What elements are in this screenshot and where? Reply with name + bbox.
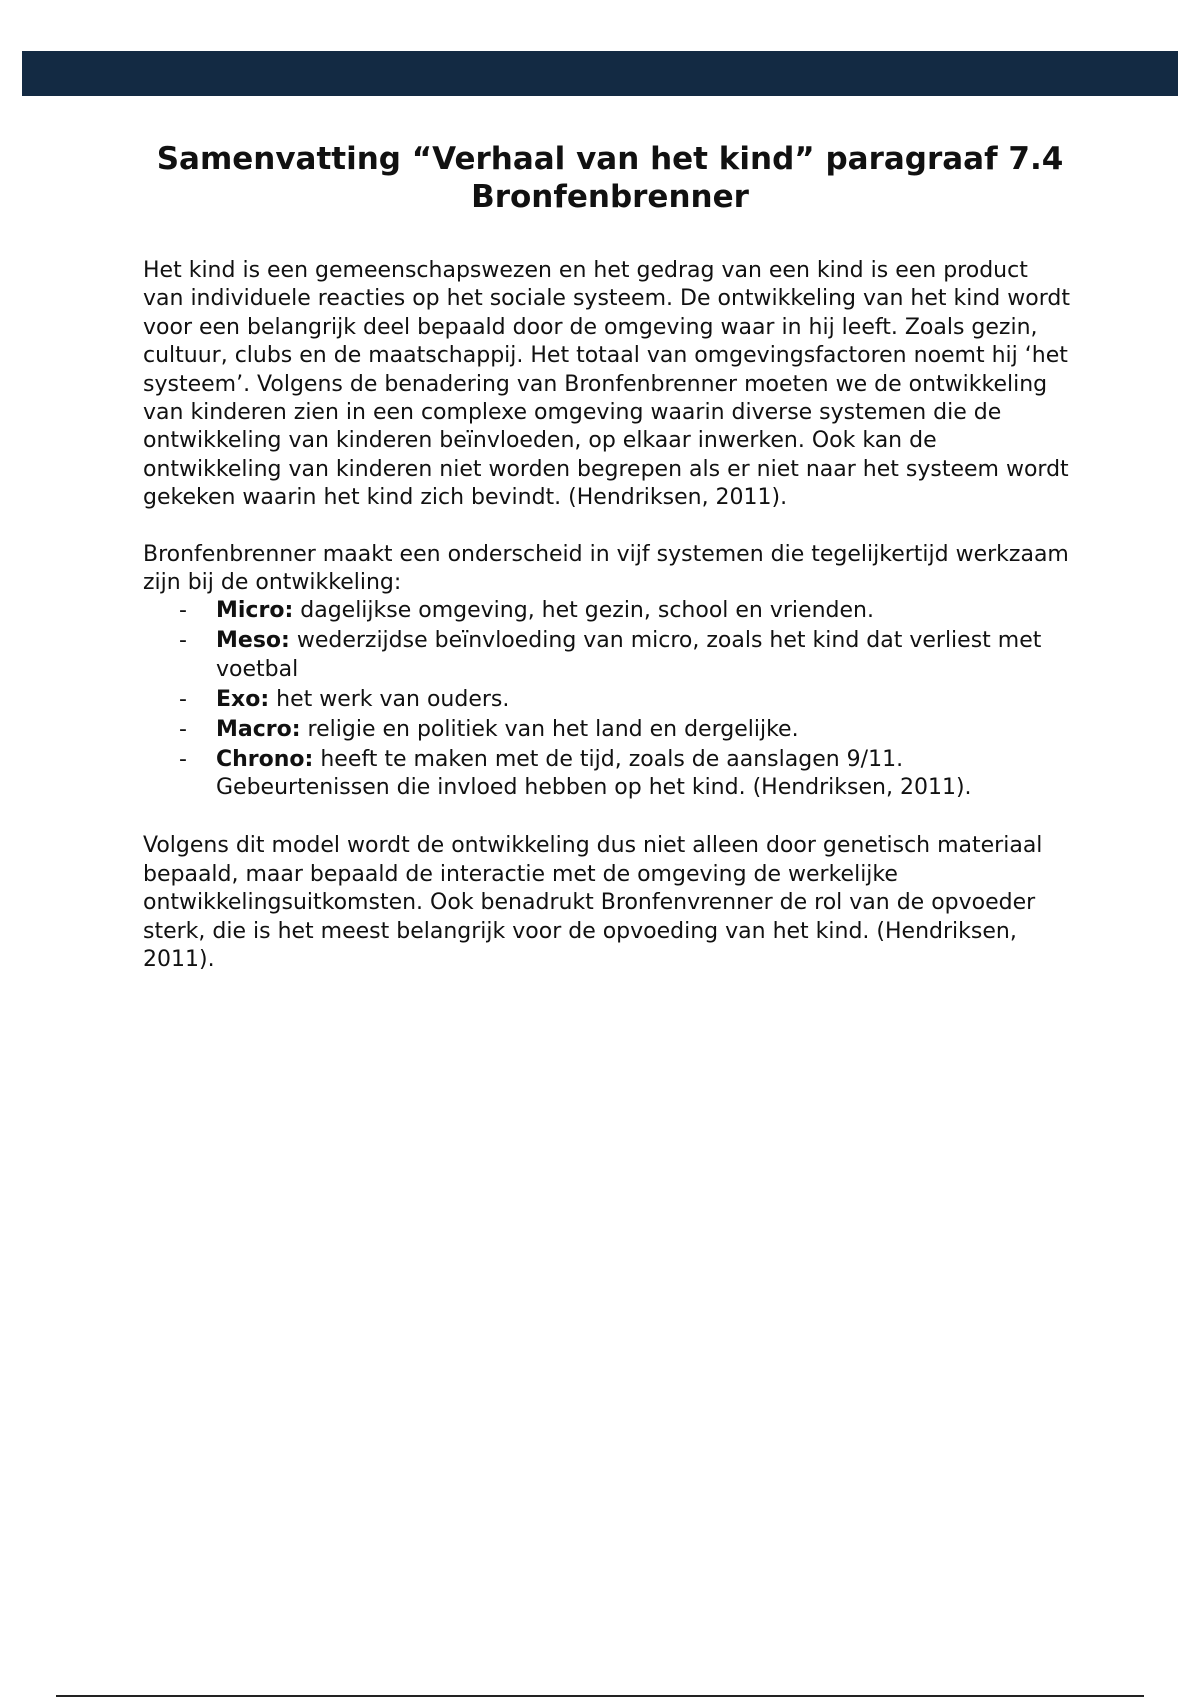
conclusion-paragraph: Volgens dit model wordt de ontwikkeling dus niet alleen door genetisch materiaal bepaald, maar bepaald de interactie met de omgeving de werkelijke ontwikkelingsuitkomsten. Ook benadrukt Bronfenvrenner de rol van de opvoeder sterk, die is het meest belangrijk voor de opvoeding van het kind. (Hendriksen, 2011). [143, 833, 1043, 972]
paragraph-spacer [143, 804, 1073, 832]
systems-intro: Bronfenbrenner maakt een onderscheid in vijf systemen die tegelijkertijd werkzaam zijn bij de ontwikkeling: [143, 541, 1069, 596]
system-description: religie en politiek van het land en dergelijke. [300, 716, 799, 742]
system-term: Micro: [216, 598, 294, 624]
page-title: Samenvatting “Verhaal van het kind” paragraaf 7.4 Bronfenbrenner [156, 141, 1064, 215]
header-bar [22, 51, 1178, 96]
list-item-micro [143, 597, 1073, 625]
intro-paragraph: Het kind is een gemeenschapswezen en het gedrag van een kind is een product van individuele reacties op het sociale systeem. De ontwikkeling van het kind wordt voor een belangrijk deel bepaald door de omgeving waar in hij leeft. Zoals gezin, cultuur, clubs en de maatschappij. Het totaal van omgevingsfactoren noemt hij ‘het systeem’. Volgens de benadering van Bronfenbrenner moeten we de ontwikkeling van kinderen zien in een complexe omgeving waarin diverse systemen die de ontwikkeling van kinderen beïnvloeden, op elkaar inwerken. Ook kan de ontwikkeling van kinderen niet worden begrepen als er niet naar het systeem wordt gekeken waarin het kind zich bevindt. (Hendriksen, 2011). [143, 258, 1070, 511]
bullet-dash: - [179, 716, 187, 742]
bullet-dash: - [179, 598, 187, 624]
system-term: Macro: [216, 716, 301, 742]
system-description: heeft te maken met de tijd, zoals de aanslagen 9/11. Gebeurtenissen die invloed hebben op het kind. (Hendriksen, 2011). [216, 746, 972, 801]
system-description: wederzijdse beïnvloeding van micro, zoals het kind dat verliest met voetbal [216, 628, 1042, 682]
bullet-dash: - [179, 628, 187, 654]
list-item-macro [143, 716, 1073, 744]
systems-list [143, 597, 1073, 802]
list-item-exo [143, 686, 1073, 714]
list-item-chrono [143, 746, 1073, 803]
bullet-dash: - [179, 686, 187, 712]
bullet-dash: - [179, 746, 187, 772]
system-term: Chrono: [216, 746, 314, 772]
system-description: het werk van ouders. [269, 686, 510, 712]
paragraph-spacer [143, 513, 1073, 541]
system-term: Meso: [216, 628, 290, 654]
footer-divider [56, 1695, 1144, 1697]
system-description: dagelijkse omgeving, het gezin, school en vrienden. [293, 598, 874, 624]
system-term: Exo: [216, 686, 270, 712]
document-body [143, 257, 1073, 974]
list-item-meso [143, 627, 1073, 684]
